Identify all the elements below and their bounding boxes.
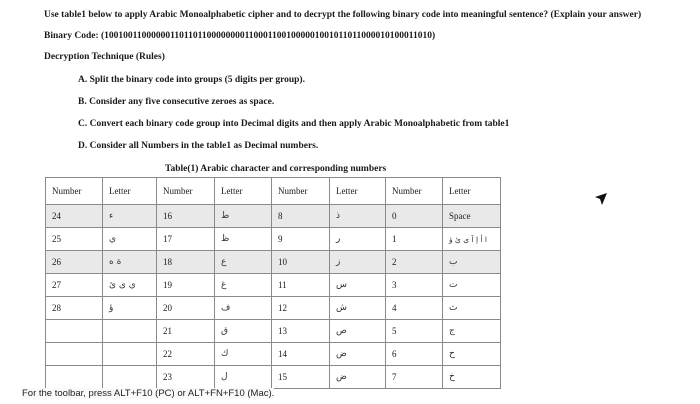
table-cell: 26: [46, 251, 103, 274]
header-number: Number: [386, 178, 443, 205]
table-cell: ض: [330, 366, 386, 389]
table-cell: غ: [215, 274, 272, 297]
table-cell: ا أ إ آ ى ئ ؤ: [443, 228, 501, 251]
table-cell: 28: [46, 297, 103, 320]
table-cell: 12: [272, 297, 330, 320]
table-cell: ذ: [330, 205, 386, 228]
table-row: [46, 251, 501, 274]
header-letter: Letter: [215, 178, 272, 205]
table-cell: ع: [215, 251, 272, 274]
table-row: [46, 205, 501, 228]
table-row: [46, 343, 501, 366]
table-row: [46, 366, 501, 389]
table-cell: ض: [330, 343, 386, 366]
header-number: Number: [157, 178, 215, 205]
table-cell: 9: [272, 228, 330, 251]
table-cell: ف: [215, 297, 272, 320]
table-cell: ء: [103, 205, 157, 228]
table-cell: 11: [272, 274, 330, 297]
rule-b: B. Consider any five consecutive zeroes as space.: [78, 97, 275, 107]
table-cell: [103, 320, 157, 343]
table-cell: 8: [272, 205, 330, 228]
table-cell: ح: [443, 343, 501, 366]
table-cell: 3: [386, 274, 443, 297]
table-cell: 27: [46, 274, 103, 297]
table-cell: ل: [215, 366, 272, 389]
table-cell: 20: [157, 297, 215, 320]
table-cell: 1: [386, 228, 443, 251]
toolbar-hint: For the toolbar, press ALT+F10 (PC) or ALT+FN+F10 (Mac).: [22, 388, 275, 399]
rule-a: A. Split the binary code into groups (5 digits per group).: [78, 75, 305, 85]
table-row: [46, 297, 501, 320]
table-cell: 0: [386, 205, 443, 228]
table-cell: ظ: [215, 228, 272, 251]
technique-title: Decryption Technique (Rules): [44, 52, 165, 62]
table-cell: [103, 366, 157, 389]
table-cell: 6: [386, 343, 443, 366]
header-letter: Letter: [443, 178, 501, 205]
rule-d: D. Consider all Numbers in the table1 as Decimal numbers.: [78, 141, 319, 151]
table-cell: ت: [443, 274, 501, 297]
table-cell: ي: [103, 228, 157, 251]
question-text: Use table1 below to apply Arabic Monoalphabetic cipher and to decrypt the following binary code into meaningful sentence? (Explain your answer): [44, 10, 642, 20]
table-cell: 22: [157, 343, 215, 366]
mouse-pointer-icon: [594, 192, 608, 206]
table-cell: ي ى ئ: [103, 274, 157, 297]
table-cell: 21: [157, 320, 215, 343]
table-cell: 14: [272, 343, 330, 366]
header-number: Number: [46, 178, 103, 205]
table-cell: 2: [386, 251, 443, 274]
table-cell: 17: [157, 228, 215, 251]
arabic-cipher-table: [45, 177, 501, 389]
table-cell: خ: [443, 366, 501, 389]
header-number: Number: [272, 178, 330, 205]
table-cell: Space: [443, 205, 501, 228]
table-cell: ر: [330, 228, 386, 251]
table-cell: ش: [330, 297, 386, 320]
table-header-row: [46, 178, 501, 205]
table-cell: [46, 343, 103, 366]
table-cell: [46, 366, 103, 389]
table-cell: 13: [272, 320, 330, 343]
table-cell: 18: [157, 251, 215, 274]
table-cell: 5: [386, 320, 443, 343]
table-cell: 10: [272, 251, 330, 274]
table-cell: 25: [46, 228, 103, 251]
binary-code: Binary Code: (1001001100000011011011000000001100011001000001001011011000010100011010): [44, 31, 436, 41]
table-cell: 16: [157, 205, 215, 228]
table-cell: ج: [443, 320, 501, 343]
table-cell: ؤ: [103, 297, 157, 320]
table-cell: 4: [386, 297, 443, 320]
table-row: [46, 320, 501, 343]
header-letter: Letter: [103, 178, 157, 205]
table-row: [46, 228, 501, 251]
table-cell: ة ه: [103, 251, 157, 274]
table-cell: [103, 343, 157, 366]
table-cell: س: [330, 274, 386, 297]
table-cell: 23: [157, 366, 215, 389]
table-cell: ث: [443, 297, 501, 320]
table-cell: 24: [46, 205, 103, 228]
table-cell: ب: [443, 251, 501, 274]
table-cell: 15: [272, 366, 330, 389]
table-cell: ق: [215, 320, 272, 343]
table-cell: ك: [215, 343, 272, 366]
table-cell: ط: [215, 205, 272, 228]
header-letter: Letter: [330, 178, 386, 205]
table-caption: Table(1) Arabic character and corresponding numbers: [165, 164, 387, 174]
table-cell: 7: [386, 366, 443, 389]
table-cell: ص: [330, 320, 386, 343]
table-row: [46, 274, 501, 297]
table-cell: 19: [157, 274, 215, 297]
rule-c: C. Convert each binary code group into Decimal digits and then apply Arabic Monoalphabetic from table1: [78, 119, 510, 129]
table-cell: ز: [330, 251, 386, 274]
table-cell: [46, 320, 103, 343]
